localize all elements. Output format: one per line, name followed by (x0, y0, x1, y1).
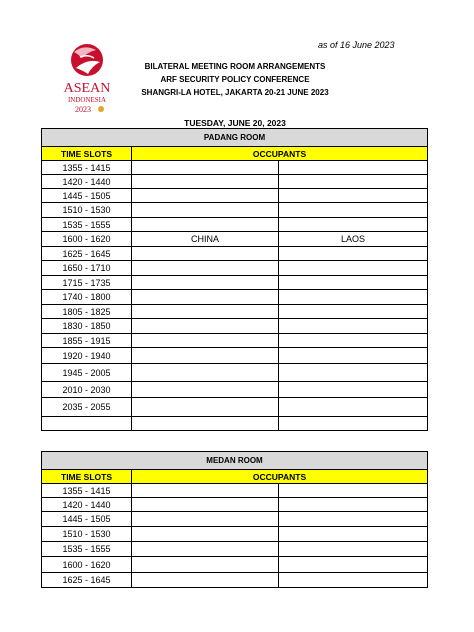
time-slot-cell: 1740 - 1800 (42, 290, 132, 305)
as-of-date: as of 16 June 2023 (318, 40, 395, 50)
table-row (42, 261, 428, 276)
occupant-cell (132, 348, 279, 364)
occupant-cell (132, 189, 279, 203)
occupant-cell (132, 247, 279, 261)
time-slot-cell: 1510 - 1530 (42, 203, 132, 218)
room-name: PADANG ROOM (42, 129, 428, 147)
time-slot-cell: 1600 - 1620 (42, 557, 132, 573)
occupant-cell (132, 382, 279, 398)
padang-room-table (41, 128, 428, 431)
occupant-cell (132, 527, 279, 542)
occupant-cell (132, 364, 279, 382)
occupant-cell (132, 334, 279, 348)
table-row (42, 189, 428, 203)
occupant-cell (132, 218, 279, 232)
occupant-cell (132, 305, 279, 319)
occupant-cell (279, 542, 428, 557)
logo-year: 2023 (75, 105, 91, 114)
table-row (42, 417, 428, 431)
occupant-cell (132, 498, 279, 512)
medan-room-table (41, 451, 428, 588)
occupant-cell (279, 512, 428, 527)
occupant-cell (279, 261, 428, 276)
occupant-cell (132, 512, 279, 527)
logo-country: INDONESIA (67, 96, 107, 104)
occupant-cell (132, 557, 279, 573)
occupant-cell (279, 364, 428, 382)
occupant-cell (279, 175, 428, 189)
time-slot-cell: 1445 - 1505 (42, 189, 132, 203)
table-row (42, 527, 428, 542)
table-row (42, 175, 428, 189)
occupant-cell (132, 161, 279, 175)
table-row (42, 498, 428, 512)
time-slot-cell: 1355 - 1415 (42, 161, 132, 175)
room-name: MEDAN ROOM (42, 452, 428, 470)
time-slot-cell: 1355 - 1415 (42, 484, 132, 498)
time-slot-cell: 1420 - 1440 (42, 498, 132, 512)
occupant-cell (279, 161, 428, 175)
occupant-cell (279, 557, 428, 573)
occupant-cell: CHINA (132, 232, 279, 247)
logo-emblem (71, 44, 103, 76)
occupant-cell (132, 573, 279, 588)
occupant-cell (279, 348, 428, 364)
occupant-cell (279, 398, 428, 417)
occupant-cell (279, 484, 428, 498)
header-venue: SHANGRI-LA HOTEL, JAKARTA 20-21 JUNE 2023 (141, 88, 329, 97)
occupant-cell (279, 276, 428, 290)
occupant-cell: LAOS (279, 232, 428, 247)
occupant-cell (279, 573, 428, 588)
occupant-cell (279, 382, 428, 398)
occupant-cell (132, 290, 279, 305)
table-row (42, 364, 428, 382)
table-row (42, 542, 428, 557)
occupant-cell (279, 527, 428, 542)
table-row (42, 276, 428, 290)
occupant-cell (279, 417, 428, 431)
column-header-row (42, 147, 428, 161)
occupant-cell (132, 175, 279, 189)
table-row (42, 161, 428, 175)
time-slot-cell: 2010 - 2030 (42, 382, 132, 398)
header-conference: ARF SECURITY POLICY CONFERENCE (160, 75, 310, 84)
time-slot-cell: 1855 - 1915 (42, 334, 132, 348)
time-slot-cell: 1420 - 1440 (42, 175, 132, 189)
occupant-cell (279, 290, 428, 305)
schedule-date: TUESDAY, JUNE 20, 2023 (184, 118, 286, 128)
table-row (42, 512, 428, 527)
room-title-row (42, 452, 428, 470)
room-title-row (42, 129, 428, 147)
table-row (42, 484, 428, 498)
time-slot-cell: 1715 - 1735 (42, 276, 132, 290)
occupants-header: OCCUPANTS (132, 470, 428, 484)
logo-name: ASEAN (63, 81, 111, 96)
time-slots-header: TIME SLOTS (42, 470, 132, 484)
time-slot-cell: 1945 - 2005 (42, 364, 132, 382)
time-slot-cell (42, 417, 132, 431)
time-slot-cell: 1535 - 1555 (42, 542, 132, 557)
time-slot-cell: 1830 - 1850 (42, 319, 132, 334)
time-slot-cell: 1920 - 1940 (42, 348, 132, 364)
table-row (42, 334, 428, 348)
table-row (42, 305, 428, 319)
time-slots-header: TIME SLOTS (42, 147, 132, 161)
occupant-cell (279, 247, 428, 261)
time-slot-cell: 1535 - 1555 (42, 218, 132, 232)
time-slot-cell: 1600 - 1620 (42, 232, 132, 247)
time-slot-cell: 1650 - 1710 (42, 261, 132, 276)
occupant-cell (279, 189, 428, 203)
time-slot-cell: 2035 - 2055 (42, 398, 132, 417)
occupant-cell (132, 417, 279, 431)
table-row (42, 382, 428, 398)
occupant-cell (279, 305, 428, 319)
table-row (42, 557, 428, 573)
occupant-cell (279, 218, 428, 232)
occupant-cell (132, 542, 279, 557)
occupant-cell (279, 498, 428, 512)
logo-sun-icon (98, 106, 104, 112)
occupant-cell (132, 276, 279, 290)
occupant-cell (132, 398, 279, 417)
time-slot-cell: 1805 - 1825 (42, 305, 132, 319)
occupant-cell (279, 203, 428, 218)
occupant-cell (132, 319, 279, 334)
column-header-row (42, 470, 428, 484)
table-row (42, 232, 428, 247)
table-row (42, 319, 428, 334)
header-title: BILATERAL MEETING ROOM ARRANGEMENTS (144, 62, 326, 71)
time-slot-cell: 1625 - 1645 (42, 247, 132, 261)
occupant-cell (279, 334, 428, 348)
time-slot-cell: 1510 - 1530 (42, 527, 132, 542)
occupant-cell (132, 203, 279, 218)
table-row (42, 348, 428, 364)
time-slot-cell: 1625 - 1645 (42, 573, 132, 588)
asean-indonesia-logo (52, 40, 122, 120)
occupant-cell (279, 319, 428, 334)
table-row (42, 290, 428, 305)
table-row (42, 203, 428, 218)
occupants-header: OCCUPANTS (132, 147, 428, 161)
table-row (42, 247, 428, 261)
occupant-cell (132, 484, 279, 498)
table-row (42, 398, 428, 417)
time-slot-cell: 1445 - 1505 (42, 512, 132, 527)
table-row (42, 573, 428, 588)
table-row (42, 218, 428, 232)
occupant-cell (132, 261, 279, 276)
